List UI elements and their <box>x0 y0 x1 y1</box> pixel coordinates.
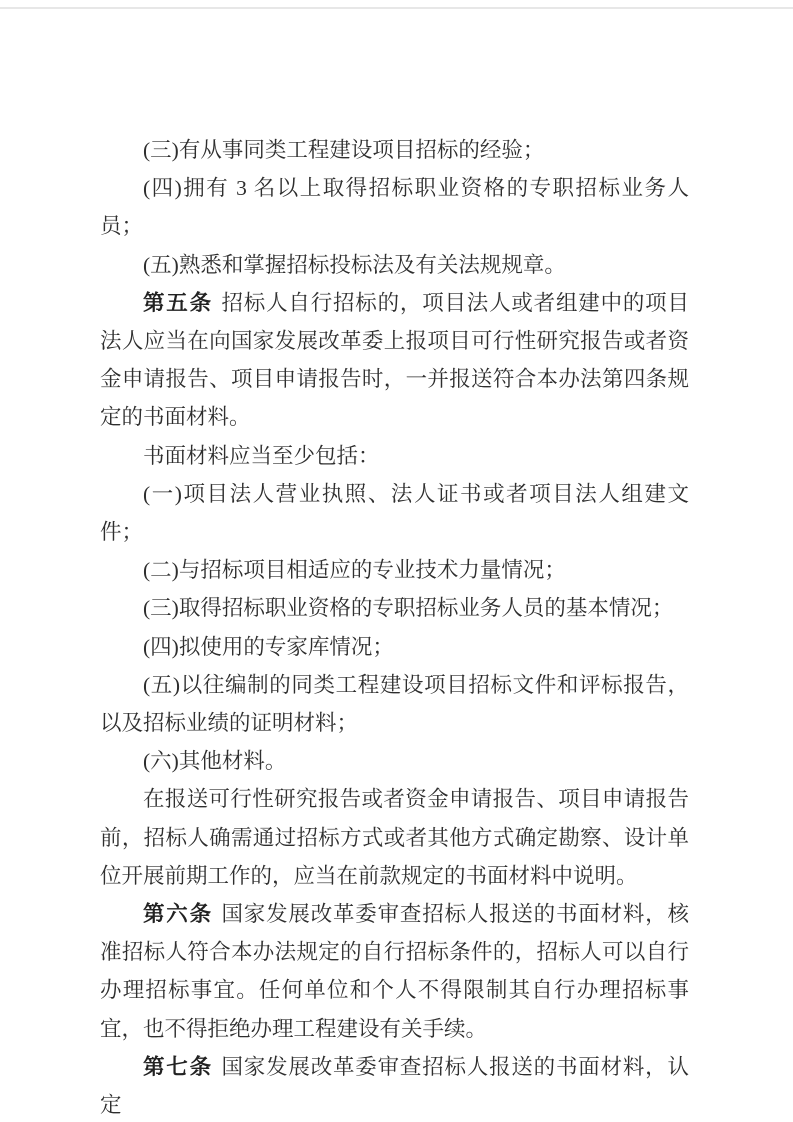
paragraph-text: 国家发展改革委审查招标人报送的书面材料，核准招标人符合本办法规定的自行招标条件的，招标人可以自行办理招标事宜。任何单位和个人不得限制其自行办理招标事宜，也不得拒绝办理工程建设有关手续。 <box>100 902 689 1041</box>
article-paragraph <box>100 284 689 437</box>
scan-artifact-line <box>0 7 793 9</box>
paragraph <box>100 589 689 627</box>
paragraph <box>100 551 689 589</box>
paragraph-text: (五)熟悉和掌握招标投标法及有关法规规章。 <box>143 252 566 277</box>
article-paragraph <box>100 895 689 1048</box>
paragraph-text: (四)拟使用的专家库情况； <box>143 634 394 659</box>
paragraph-text: 招标人自行招标的，项目法人或者组建中的项目法人应当在向国家发展改革委上报项目可行性研究报告或者资金申请报告、项目申请报告时，一并报送符合本办法第四条规定的书面材料。 <box>100 290 689 430</box>
paragraph <box>100 169 689 245</box>
article-number: 第五条 <box>143 290 213 315</box>
paragraph-text: (六)其他材料。 <box>143 749 287 774</box>
paragraph-text: (一)项目法人营业执照、法人证书或者项目法人组建文件； <box>100 481 689 545</box>
paragraph-text: 在报送可行性研究报告或者资金申请报告、项目申请报告前，招标人确需通过招标方式或者其他方式确定勘察、设计单位开展前期工作的，应当在前款规定的书面材料中说明。 <box>100 787 689 888</box>
paragraph <box>100 780 689 895</box>
document-content <box>100 131 689 1122</box>
paragraph-text: (四)拥有 3 名以上取得招标职业资格的专职招标业务人员； <box>100 176 689 239</box>
article-paragraph <box>100 1048 689 1122</box>
paragraph-text: (五)以往编制的同类工程建设项目招标文件和评标报告，以及招标业绩的证明材料； <box>100 672 689 736</box>
paragraph-text: (三)有从事同类工程建设项目招标的经验； <box>143 138 545 162</box>
paragraph <box>100 628 689 666</box>
paragraph <box>100 475 689 551</box>
paragraph <box>100 742 689 780</box>
paragraph <box>100 437 689 475</box>
paragraph <box>100 131 689 169</box>
paragraph-text: 书面材料应当至少包括： <box>143 443 380 468</box>
article-number: 第六条 <box>143 902 213 927</box>
paragraph-text: (三)取得招标职业资格的专职招标业务人员的基本情况； <box>143 596 674 621</box>
paragraph-text: (二)与招标项目相适应的专业技术力量情况； <box>143 558 566 583</box>
paragraph <box>100 246 689 284</box>
article-number: 第七条 <box>143 1054 213 1079</box>
paragraph-text: 国家发展改革委审查招标人报送的书面材料，认定 <box>100 1054 689 1118</box>
paragraph <box>100 666 689 742</box>
